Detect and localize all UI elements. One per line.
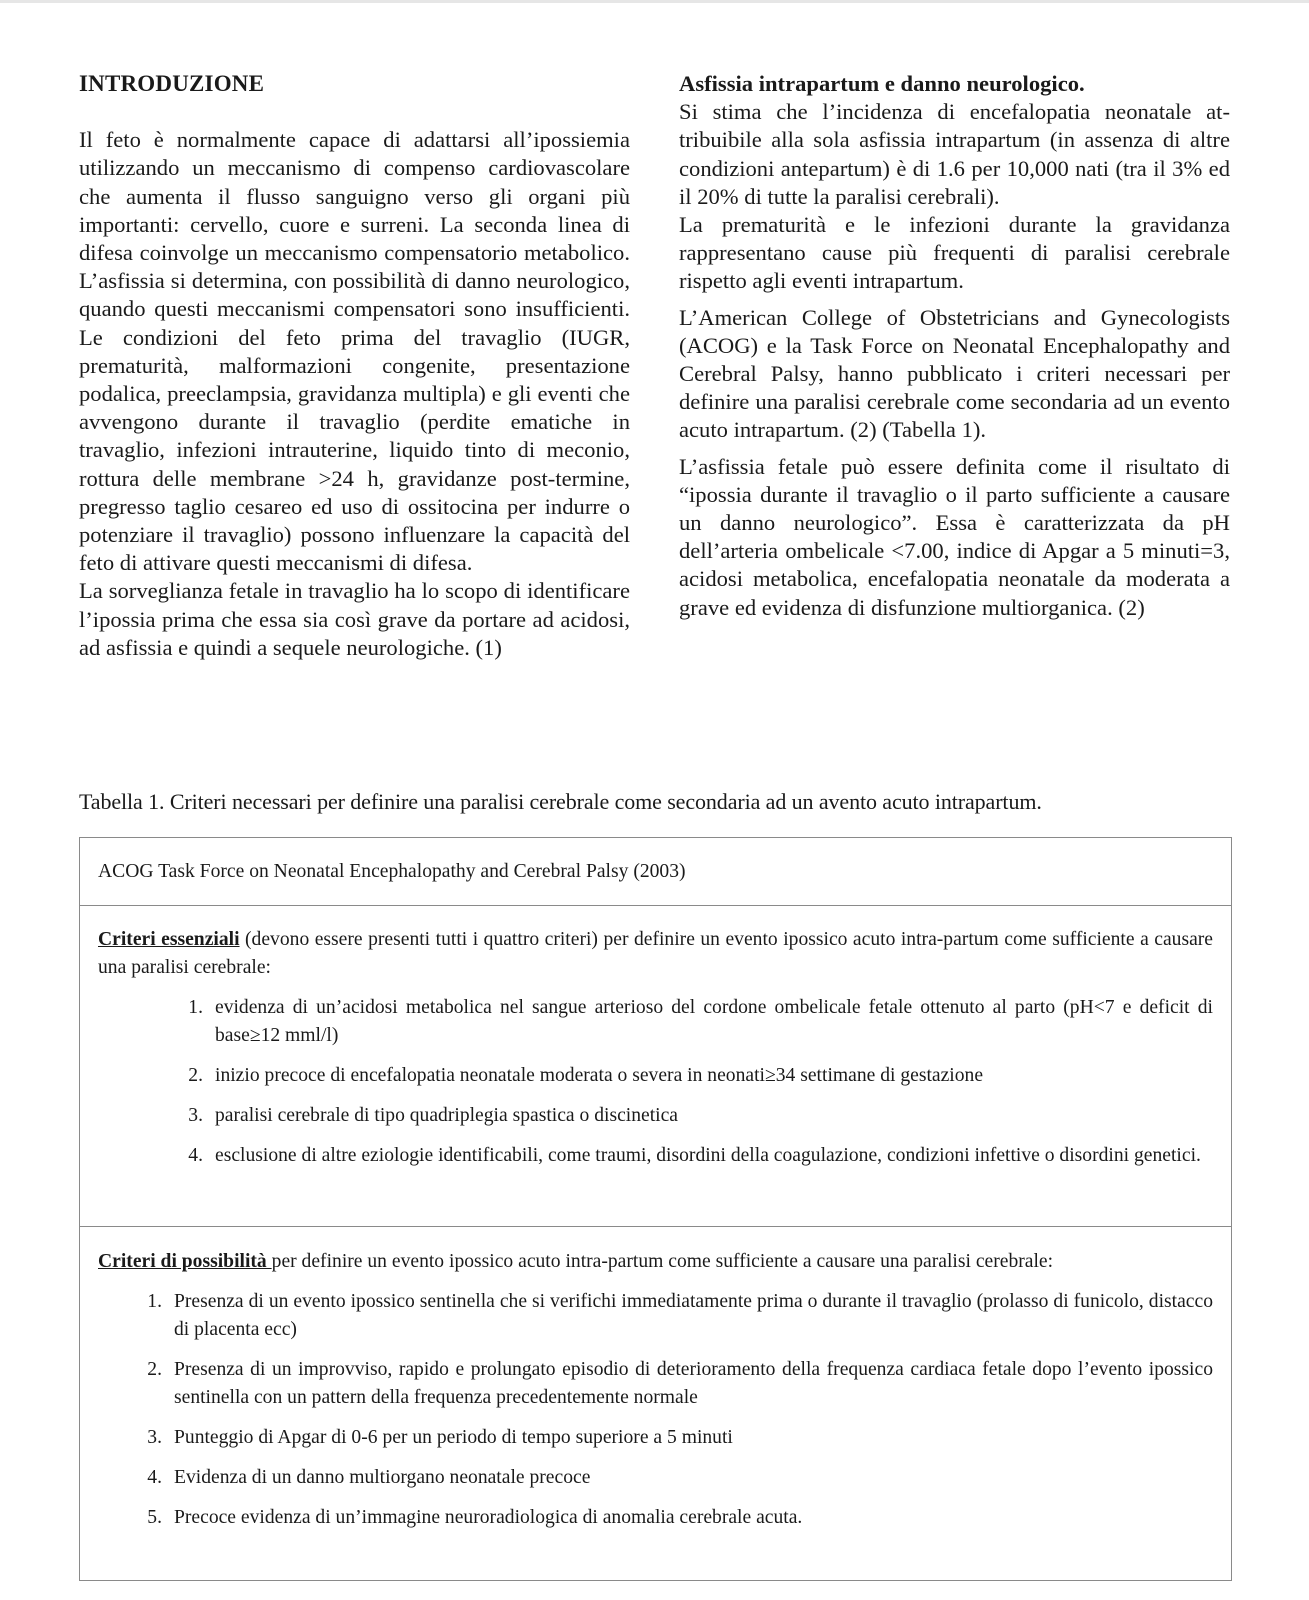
possible-criteria-label: Criteri di possibilità [98,1251,272,1272]
paragraph: Si stima che l’incidenza di encefalopatia neonatale attribuibile alla sola asfissia intrapartum (in assenza di altre condizioni antepartum) è di 1.6 per 10,000 nati (tra il 3% ed il 20% di tutte la paralisi cerebrali). [679,99,1230,209]
right-column [679,70,1230,622]
table-caption: Tabella 1. Criteri necessari per definire una paralisi cerebrale come secondaria ad un avento acuto intrapartum. [79,789,1042,814]
list-item: 3. paralisi cerebrale di tipo quadriplegia spastica o discinetica [188,1105,678,1126]
list-item: 1. evidenza di un’acidosi metabolica nel sangue arterioso del cordone ombelicale fetale ottenuto al parto (pH<7 e deficit di base≥12 mml/l) [188,997,1213,1046]
list-item: 3. Punteggio di Apgar di 0-6 per un periodo di tempo superiore a 5 minuti [147,1427,733,1448]
possible-criteria-intro: Criteri di possibilità per definire un evento ipossico acuto intra-partum come sufficiente a causare una paralisi cerebrale: [98,1251,1054,1272]
paragraph: La sorveglianza fetale in travaglio ha lo scopo di identificare l’ipossia prima che essa sia così grave da portare ad acidosi, ad asfissia e quindi a sequele neurologiche. (1) [79,578,630,660]
criteria-table [79,837,1232,1581]
possible-criteria-row [80,1227,1231,1532]
paragraph: L’asfissia fetale può essere definita come il risultato di “ipossia durante il travaglio o il parto sufficiente a causare un danno neurologico”. Essa è caratterizzata da pH dell’arteria ombelicale <7.00, indice di Apgar a 5 minuti=3, acidosi metabolica, encefalopatia neonatale da moderata a grave ed evidenza di disfunzione multiorganica. (2) [679,453,1230,620]
paragraph: La prematurità e le infezioni durante la gravidanza rappresentano cause più frequenti di paralisi cerebrale rispetto agli eventi intrapartum. [679,212,1230,294]
paragraph: Il feto è normalmente capace di adattarsi all’ipossiemia utilizzando un meccanismo di compenso cardiovascolare che aumenta il flusso sanguigno verso gli organi più importanti: cervello, cuore e surreni. La seconda linea di difesa coinvolge un meccanismo compensatorio metabolico. L’asfissia si determina, con possibilità di danno neurologico, quando questi meccanismi compensatori sono insufficienti. Le condizioni del feto prima del travaglio (IUGR, prematurità, malformazioni congenite, presentazione podalica, preeclampsia, gravidanza multipla) e gli eventi che avvengono durante il travaglio (perdite ematiche in travaglio, infezioni intrauterine, liquido tinto di meconio, rottura delle membrane >24 h, gravidanze post-termine, pregresso taglio cesareo ed uso di ossitocina per indurre o potenziare il travaglio) possono influenzare la capacità del feto di attivare questi meccanismi di difesa. [79,127,630,576]
essential-criteria-row [80,906,1231,1227]
essential-criteria-intro: Criteri essenziali (devono essere presenti tutti i quattro criteri) per definire un evento ipossico acuto intra-partum come sufficiente a causare una paralisi cerebrale: [98,929,1213,978]
section-heading-introduzione: INTRODUZIONE [79,71,265,96]
possible-criteria-list [135,1288,1213,1532]
list-item: 4. esclusione di altre eziologie identificabili, come traumi, disordini della coagulazione, condizioni infettive o disordini genetici. [188,1145,1201,1166]
list-item: 4. Evidenza di un danno multiorgano neonatale precoce [147,1467,591,1488]
paragraph: L’American College of Obstetricians and Gynecologists (ACOG) e la Task Force on Neonatal Encephalopathy and Cerebral Palsy, hanno pubblicato i criteri necessari per definire una paralisi cerebrale come secondaria ad un evento acuto intrapartum. (2) (Tabella 1). [679,304,1230,443]
top-edge [0,0,1309,3]
essential-criteria-label: Criteri essenziali [98,929,240,950]
section-heading-asfissia: Asfissia intrapartum e danno neurologico. [679,71,1085,96]
left-column [79,70,630,662]
list-item: 2. inizio precoce di encefalopatia neonatale moderata o severa in neonati≥34 settimane di gestazione [188,1065,984,1086]
list-item: 1. Presenza di un evento ipossico sentinella che si verifichi immediatamente prima o durante il travaglio (prolasso di funicolo, distacco di placenta ecc) [147,1291,1213,1340]
table-header-row [80,838,1231,906]
table-header: ACOG Task Force on Neonatal Encephalopathy and Cerebral Palsy (2003) [98,861,686,882]
list-item: 2. Presenza di un improvviso, rapido e prolungato episodio di deterioramento della frequenza cardiaca fetale dopo l’evento ipossico sentinella con un pattern della frequenza precedentemente normale [147,1359,1213,1408]
list-item: 5. Precoce evidenza di un’immagine neuroradiologica di anomalia cerebrale acuta. [147,1507,803,1528]
essential-criteria-list [176,994,1213,1170]
